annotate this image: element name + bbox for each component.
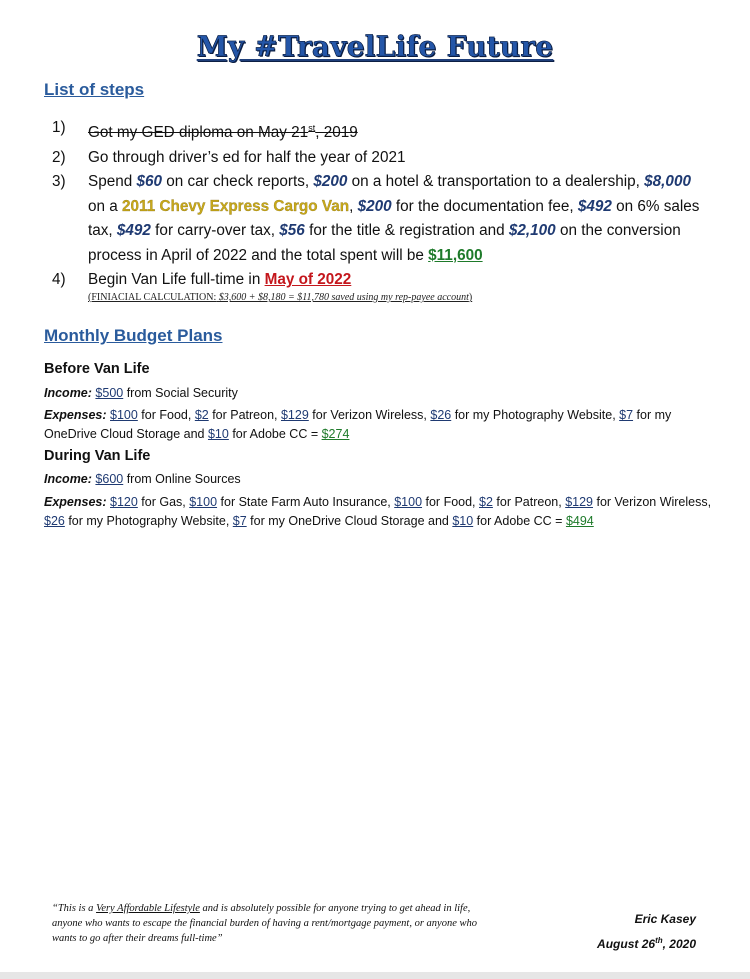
- page-title: My #TravelLife Future: [196, 30, 554, 63]
- income-label: Income:: [44, 472, 92, 486]
- money-amount: $2,100: [508, 222, 556, 240]
- expense-amount: $100: [189, 495, 218, 509]
- start-date: May of 2022: [264, 271, 352, 289]
- expense-amount: $7: [619, 408, 634, 422]
- money-amount: $200: [313, 173, 348, 191]
- step-text: on the conversion process in April of 2022 and the total spent will be: [88, 222, 681, 264]
- total-spent: $11,600: [428, 246, 483, 264]
- expense-amount: $100: [110, 408, 138, 422]
- step-text: for the documentation fee,: [391, 197, 578, 215]
- expense-text: for Adobe CC =: [228, 427, 322, 441]
- steps-list: [52, 116, 712, 293]
- expense-text: for Food,: [422, 495, 480, 509]
- step-text: Spend: [88, 173, 137, 191]
- step-text: ,: [349, 197, 358, 215]
- list-item: [52, 146, 712, 171]
- expense-text: for Gas,: [137, 495, 190, 509]
- van-model: 2011 Chevy Express Cargo Van: [122, 197, 350, 215]
- step-number: 2): [52, 148, 66, 166]
- step-text: Got my GED diploma on May 21: [88, 124, 309, 142]
- note-end: ): [468, 292, 473, 303]
- expense-amount: $100: [394, 495, 423, 509]
- step-number: 4): [52, 271, 66, 289]
- income-amount: $500: [95, 386, 124, 400]
- step-number: 1): [52, 119, 66, 136]
- expense-text: for Food,: [137, 408, 195, 422]
- date-superscript: th: [655, 936, 663, 945]
- expense-total: $494: [565, 514, 594, 528]
- during-income-line: [44, 470, 714, 489]
- expense-text: for my OneDrive Cloud Storage and: [44, 408, 672, 441]
- step-text: , 2019: [315, 124, 358, 142]
- expense-amount: $10: [452, 514, 474, 528]
- list-item: [52, 116, 712, 146]
- step-number: 3): [52, 173, 66, 191]
- list-item: [52, 170, 712, 268]
- expense-text: for Patreon,: [208, 408, 281, 422]
- expense-text: for State Farm Auto Insurance,: [217, 495, 395, 509]
- money-amount: $8,000: [644, 173, 691, 191]
- step-text: on car check reports,: [162, 173, 314, 191]
- step-text: Begin Van Life full-time in: [88, 271, 265, 289]
- date-text: August 26: [597, 937, 656, 951]
- date-text: , 2020: [662, 937, 696, 951]
- monthly-budget-heading: Monthly Budget Plans: [44, 326, 223, 345]
- before-income-line: [44, 384, 714, 403]
- signature-date: [597, 930, 696, 955]
- expense-amount: $26: [430, 408, 452, 422]
- author-name: Eric Kasey: [634, 912, 696, 926]
- income-amount: $600: [95, 472, 124, 486]
- step-text: Go through driver’s ed for half the year of 2021: [88, 148, 406, 166]
- money-amount: $200: [357, 197, 392, 215]
- during-expenses-line: [44, 493, 714, 531]
- expense-text: for Verizon Wireless,: [593, 495, 712, 509]
- financial-calculation-note: [88, 292, 472, 303]
- income-text: from Social Security: [123, 386, 238, 400]
- step-text: for the title & registration and: [304, 222, 509, 240]
- expenses-label: Expenses:: [44, 408, 107, 422]
- expense-text: for Adobe CC =: [473, 514, 566, 528]
- expense-text: for my Photography Website,: [451, 408, 620, 422]
- quote-underlined: Very Affordable Lifestyle: [96, 903, 200, 914]
- list-item: [52, 268, 712, 293]
- money-amount: $492: [577, 197, 612, 215]
- expense-amount: $2: [479, 495, 493, 509]
- expense-text: for Verizon Wireless,: [308, 408, 431, 422]
- expense-amount: $129: [280, 408, 309, 422]
- signature-block: [597, 908, 696, 955]
- footer-quote: [52, 901, 492, 946]
- step-text: on a: [88, 197, 123, 215]
- step-text: for carry-over tax,: [150, 222, 280, 240]
- expense-amount: $10: [207, 427, 229, 441]
- expense-amount: $120: [110, 495, 138, 509]
- step-text: on a hotel & transportation to a dealership,: [347, 173, 645, 191]
- expense-total: $274: [321, 427, 350, 441]
- expense-amount: $7: [232, 514, 247, 528]
- before-van-life-heading: Before Van Life: [44, 361, 150, 377]
- expense-amount: $2: [194, 408, 209, 422]
- expense-text: for Patreon,: [492, 495, 566, 509]
- expense-amount: $129: [565, 495, 593, 509]
- money-amount: $60: [136, 173, 163, 191]
- before-expenses-line: [44, 406, 714, 444]
- expense-text: for my OneDrive Cloud Storage and: [246, 514, 453, 528]
- money-amount: $492: [116, 222, 151, 240]
- step-text: on 6% sales tax,: [88, 197, 700, 240]
- page-bottom-edge: [0, 972, 750, 979]
- income-text: from Online Sources: [123, 472, 241, 486]
- during-van-life-heading: During Van Life: [44, 448, 151, 464]
- quote-text: “This is a: [52, 903, 97, 914]
- expenses-label: Expenses:: [44, 495, 107, 509]
- list-of-steps-heading: List of steps: [44, 80, 145, 99]
- note-label: (FINIACIAL CALCULATION:: [88, 292, 217, 303]
- income-label: Income:: [44, 386, 92, 400]
- note-calc: $3,600 + $8,180 = $11,780 saved using my rep-payee account: [216, 292, 469, 303]
- money-amount: $56: [279, 222, 305, 240]
- step-superscript: st: [308, 123, 316, 133]
- expense-amount: $26: [44, 514, 65, 528]
- expense-text: for my Photography Website,: [64, 514, 233, 528]
- quote-text: and is absolutely possible for anyone trying to get ahead in life, anyone who wants to escape the financial burden of having a rent/mortgage payment, or anyone who wants to go after their dreams full-time”: [52, 903, 477, 944]
